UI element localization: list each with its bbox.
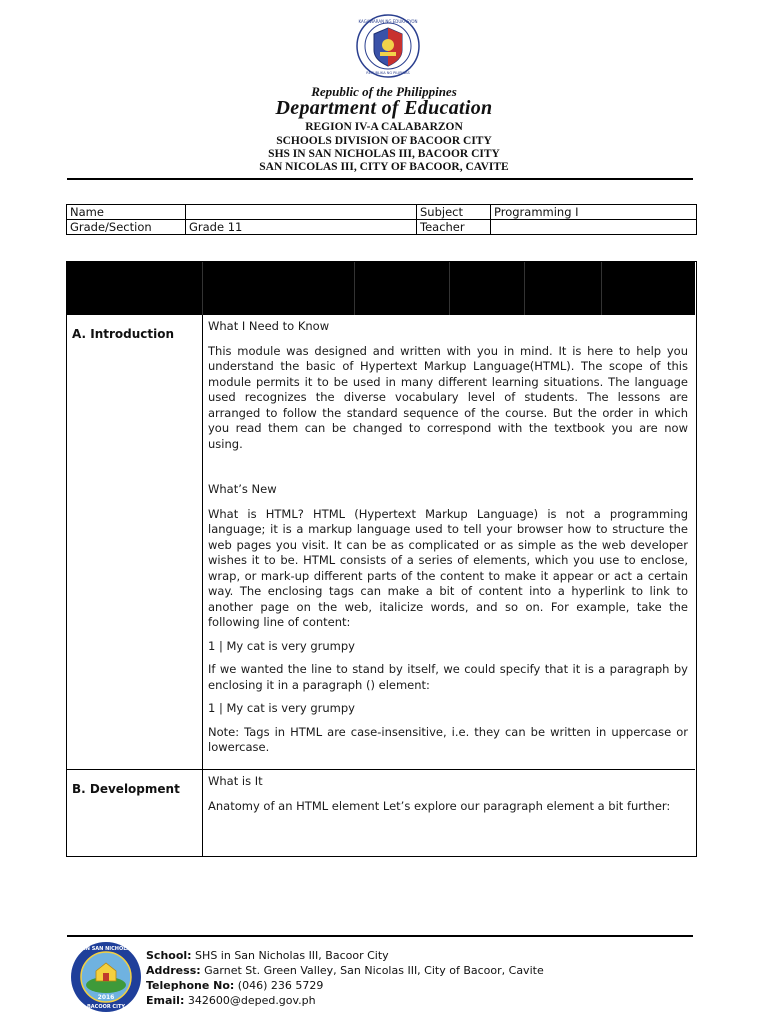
whats-new-title: What’s New (208, 482, 277, 496)
division-line: SCHOOLS DIVISION OF BACOOR CITY (276, 135, 492, 147)
row-divider (67, 769, 695, 770)
footer-telephone: Telephone No: (046) 236 5729 (146, 979, 324, 992)
name-label: Name (67, 205, 186, 220)
svg-text:REPUBLIKA NG PILIPINAS: REPUBLIKA NG PILIPINAS (366, 71, 410, 75)
introduction-content (208, 319, 688, 764)
footer-school: School: SHS in San Nicholas III, Bacoor City (146, 949, 389, 962)
department-heading: Department of Education (275, 97, 493, 119)
footer-address: Address: Garnet St. Green Valley, San Nicolas III, City of Bacoor, Cavite (146, 964, 544, 977)
school-line: SHS IN SAN NICHOLAS III, BACOOR CITY (268, 148, 500, 160)
subject-label: Subject (417, 205, 491, 220)
name-field[interactable] (186, 205, 417, 220)
location-line: SAN NICOLAS III, CITY OF BACOOR, CAVITE (259, 161, 509, 173)
school-logo-icon (70, 941, 142, 1013)
header-rule (67, 178, 693, 180)
footer-email[interactable]: Email: 342600@deped.gov.ph (146, 994, 316, 1007)
deped-seal-icon (356, 14, 420, 78)
school-logo-year: 2016 (97, 994, 115, 1001)
paragraph-explanation: If we wanted the line to stand by itself, we could specify that it is a paragraph by enclosing it in a paragraph () element: (208, 662, 688, 692)
case-note: Note: Tags in HTML are case-insensitive, i.e. they can be written in uppercase or lowercase. (208, 724, 688, 754)
subject-value: Programming I (491, 205, 697, 220)
lesson-table-header (67, 262, 695, 315)
grade-label: Grade/Section (67, 220, 186, 235)
lesson-table (66, 261, 697, 857)
school-logo-text: SHS IN SAN NICHOLAS III (70, 946, 142, 952)
svg-text:KAGAWARAN NG EDUKASYON: KAGAWARAN NG EDUKASYON (358, 19, 418, 24)
grade-value: Grade 11 (186, 220, 417, 235)
column-divider (202, 315, 203, 856)
republic-heading: Republic of the Philippines (311, 84, 457, 99)
student-info-table (66, 204, 697, 235)
footer-contact (146, 948, 544, 1008)
introduction-label: A. Introduction (72, 327, 175, 341)
footer-rule (67, 935, 693, 937)
teacher-field[interactable] (491, 220, 697, 235)
what-i-need-to-know-title: What I Need to Know (208, 319, 330, 333)
region-line: REGION IV-A CALABARZON (305, 121, 463, 133)
development-content (208, 774, 688, 822)
what-is-it-text: Anatomy of an HTML element Let’s explore our paragraph element a bit further: (208, 798, 671, 813)
school-logo-city: BACOOR CITY (86, 1004, 126, 1010)
code-example-1: 1 | My cat is very grumpy (208, 638, 355, 653)
teacher-label: Teacher (417, 220, 491, 235)
what-is-it-title: What is It (208, 774, 263, 788)
what-i-need-to-know-text: This module was designed and written with you in mind. It is here to help you understand the basic of Hypertext Markup Language(HTML). The scope of this module permits it to be used in many different learning situations. The language used recognizes the diverse vocabulary level of students. The lessons are arranged to follow the standard sequence of the course. But the order in which you read them can be changed to correspond with the textbook you are now using. (208, 343, 688, 451)
whats-new-text: What is HTML? HTML (Hypertext Markup Language) is not a programming language; it is a markup language used to tell your browser how to structure the web pages you visit. It can be as complicated or as simple as the web developer wishes it to be. HTML consists of a series of elements, which you use to enclose, wrap, or mark-up different parts of the content to make it appear or act a certain way. The enclosing tags can make a bit of content into a hyperlink to link to another page on the web, italicize words, and so on. For example, take the following line of content: (208, 506, 688, 629)
development-label: B. Development (72, 782, 180, 796)
code-example-2: 1 | My cat is very grumpy (208, 701, 355, 715)
